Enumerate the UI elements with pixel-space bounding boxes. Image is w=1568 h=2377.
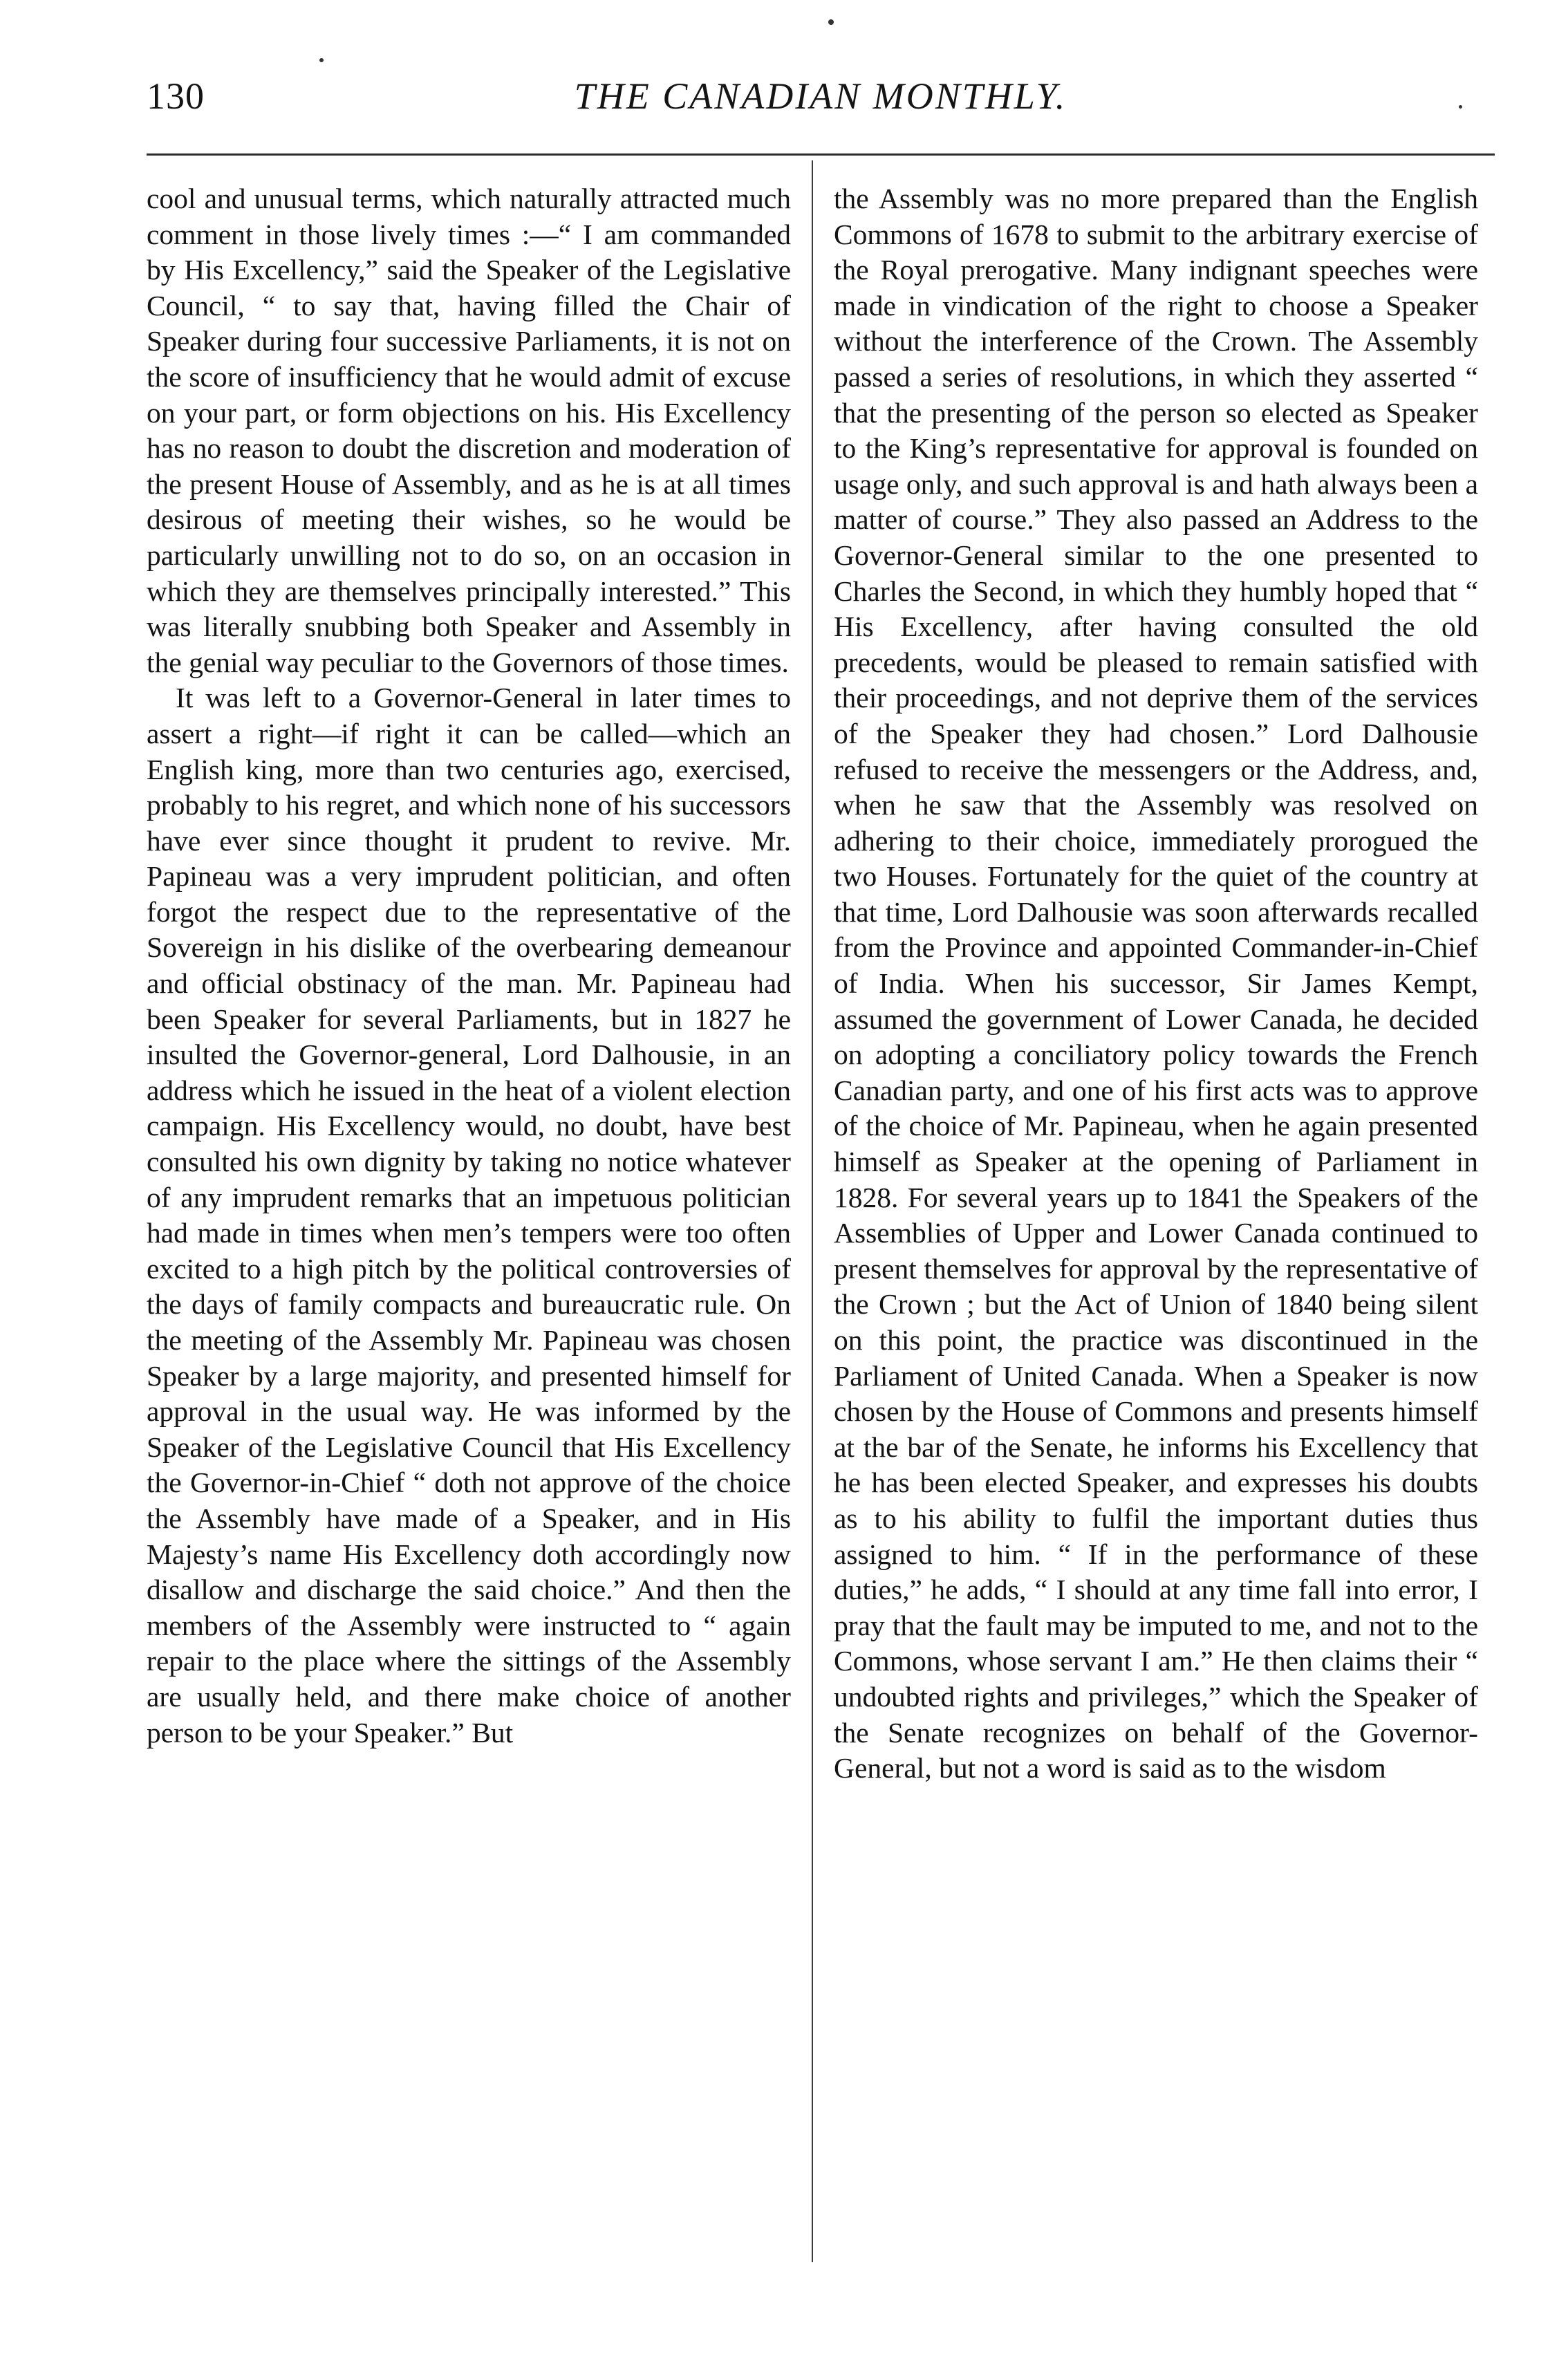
print-speck [828,19,834,25]
left-column [147,181,791,2269]
print-speck [319,58,324,62]
page-header [147,69,1495,131]
paragraph: cool and unusual terms, which naturally attracted much comment in those lively times :—“ I am commanded by His Excellency,” said the Speaker of the Legislative Council, “ to say that, having filled the Chair of Speaker during four successive Parliaments, it is not on the score of insufficiency that he would admit of excuse on your part, or form objections on his. His Excellency has no reason to doubt the discretion and moderation of the present House of Assembly, and as he is at all times desirous of meeting their wishes, so he would be particularly unwilling not to do so, on an occasion in which they are themselves principally interested.” This was literally snubbing both Speaker and Assembly in the genial way peculiar to the Governors of those times. [147,183,791,678]
column-divider [812,160,813,2262]
page-number: 130 [147,75,205,117]
header-rule [147,153,1495,156]
running-title: THE CANADIAN MONTHLY. [574,75,1067,117]
right-column [834,181,1478,2269]
paragraph: It was left to a Governor-General in later times to assert a right—if right it can be called—which an English king, more than two centuries ago, exercised, probably to his regret, and which none of his successors have ever since thought it prudent to revive. Mr. Papineau was a very imprudent politician, and often forgot the respect due to the representative of the Sovereign in his dislike of the overbearing demeanour and official obstinacy of the man. Mr. Papineau had been Speaker for several Parliaments, but in 1827 he insulted the Governor-general, Lord Dalhousie, in an address which he issued in the heat of a violent election campaign. His Excellency would, no doubt, have best consulted his own dignity by taking no notice whatever of any imprudent remarks that an impetuous politician had made in times when men’s tempers were too often excited to a high pitch by the political controversies of the days of family compacts and bureaucratic rule. On the meeting of the Assembly Mr. Papineau was chosen Speaker by a large majority, and presented himself for approval in the usual way. He was informed by the Speaker of the Legislative Council that His Excellency the Governor-in-Chief “ doth not approve of the choice the Assembly have made of a Speaker, and in His Majesty’s name His Excellency doth accordingly now disallow and discharge the said choice.” And then the members of the Assembly were instructed to “ again repair to the place where the sittings of the Assembly are usually held, and there make choice of another person to be your Speaker.” But [147,682,791,1749]
paragraph: the Assembly was no more prepared than the English Commons of 1678 to submit to the arbitrary exercise of the Royal prerogative. Many indignant speeches were made in vindication of the right to choose a Speaker without the interference of the Crown. The Assembly passed a series of resolutions, in which they asserted “ that the presenting of the person so elected as Speaker to the King’s representative for approval is founded on usage only, and such approval is and hath always been a matter of course.” They also passed an Address to the Governor-General similar to the one presented to Charles the Second, in which they humbly hoped that “ His Excellency, after having consulted the old precedents, would be pleased to remain satisfied with their proceedings, and not deprive them of the services of the Speaker they had chosen.” Lord Dalhousie refused to receive the messengers or the Address, and, when he saw that the Assembly was resolved on adhering to their choice, immediately prorogued the two Houses. Fortunately for the quiet of the country at that time, Lord Dalhousie was soon afterwards recalled from the Province and appointed Commander-in-Chief of India. When his successor, Sir James Kempt, assumed the government of Lower Canada, he decided on adopting a conciliatory policy towards the French Canadian party, and one of his first acts was to approve of the choice of Mr. Papineau, when he again presented himself as Speaker at the opening of Parliament in 1828. For several years up to 1841 the Speakers of the Assemblies of Upper and Lower Canada continued to present themselves for approval by the representative of the Crown ; but the Act of Union of 1840 being silent on this point, the practice was discontinued in the Parliament of United Canada. When a Speaker is now chosen by the House of Commons and presents himself at the bar of the Senate, he informs his Excellency that he has been elected Speaker, and expresses his doubts as to his ability to fulfil the important duties thus assigned to him. “ If in the performance of these duties,” he adds, “ I should at any time fall into error, I pray that the fault may be imputed to me, and not to the Commons, whose servant I am.” He then claims their “ undoubted rights and privileges,” which the Speaker of the Senate recognizes on behalf of the Governor-General, but not a word is said as to the wisdom [834,183,1478,1784]
